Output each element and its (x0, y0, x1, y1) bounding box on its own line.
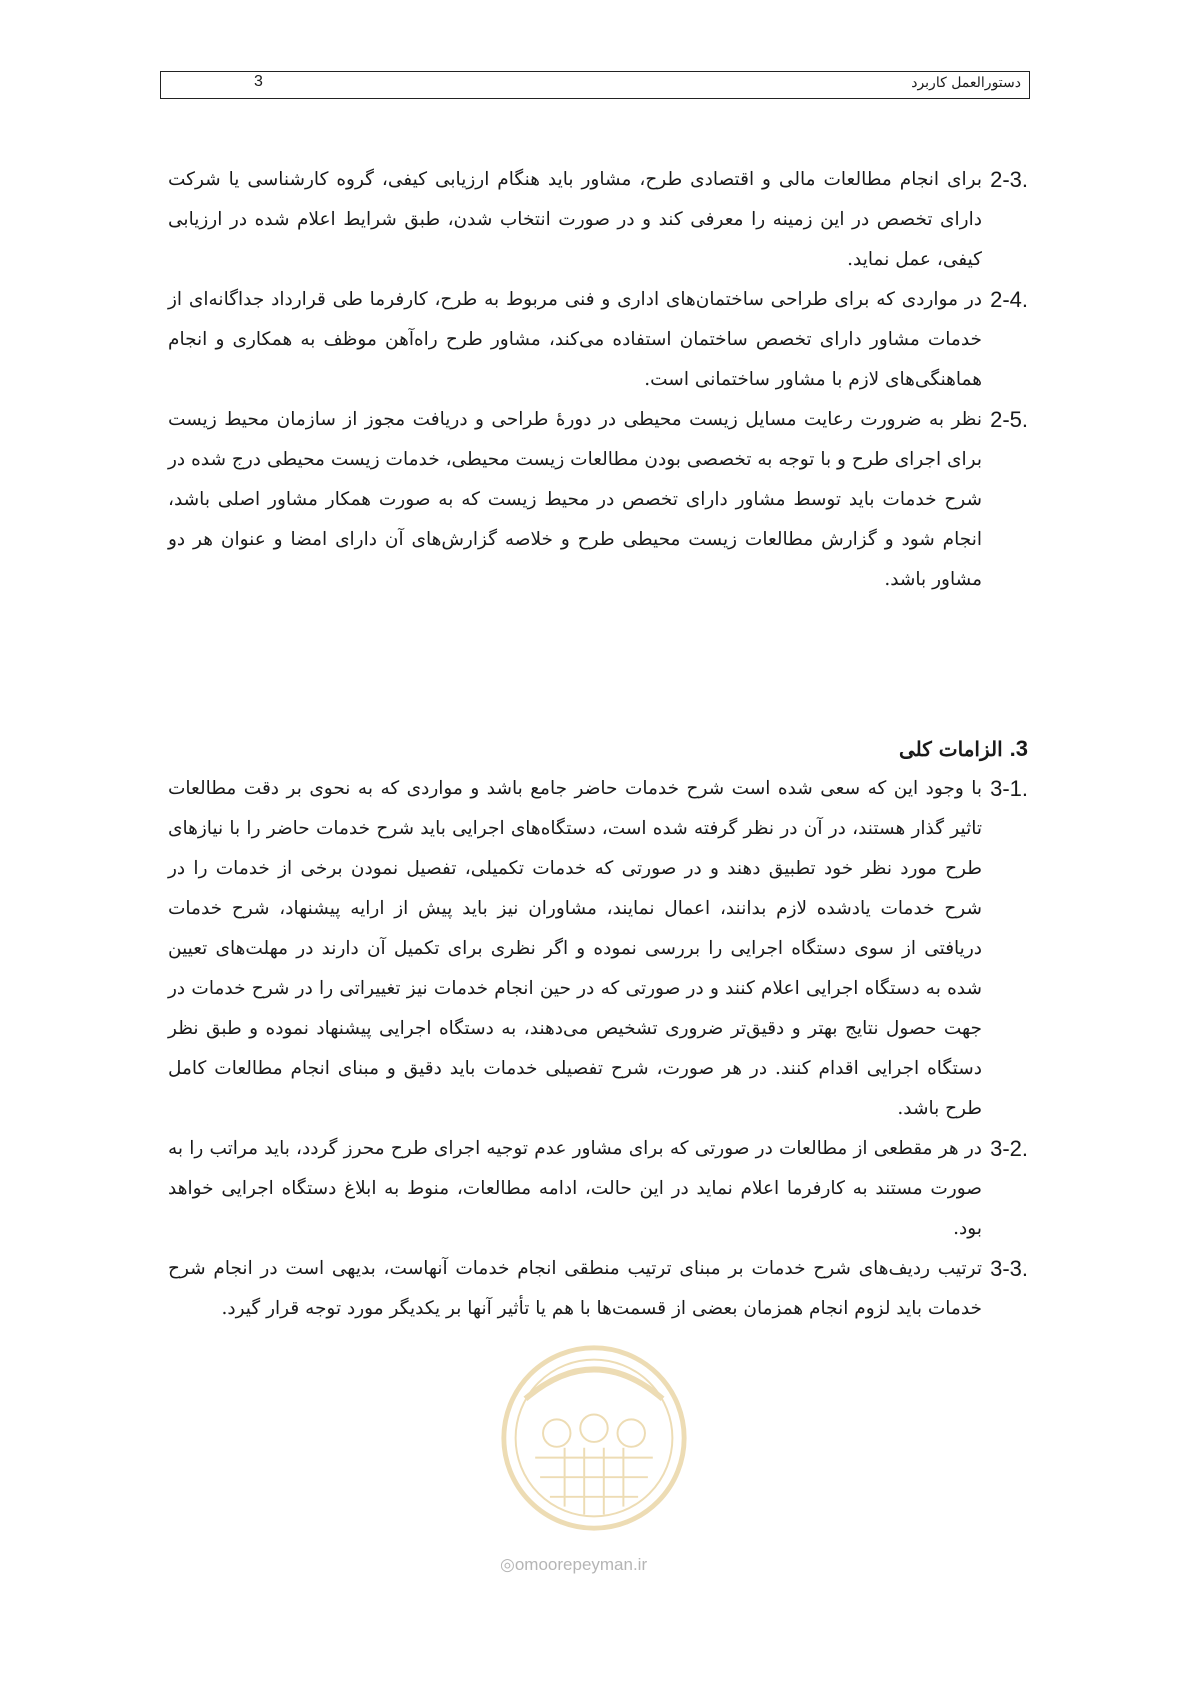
clause-number: 2-3. (990, 167, 1028, 192)
clause-number: 2-5. (990, 407, 1028, 432)
clause-2-5 (168, 400, 1028, 600)
page-header (160, 71, 1030, 99)
clause-text: در مواردی که برای طراحی ساختمان‌های اداری و فنی مربوط به طرح، کارفرما طی قرارداد جداگانه‌ای از خدمات مشاور دارای تخصص ساختمان استفاده می‌کند، مشاور طرح راه‌آهن موظف به همکاری و انجام هماهنگی‌های لازم با مشاور ساختمانی است. (168, 289, 982, 390)
clause-number: 2-4. (990, 287, 1028, 312)
watermark-text: ◎omoorepeyman.ir (500, 1555, 648, 1574)
clause-number: 3-1. (990, 776, 1028, 801)
clause-2-4 (168, 280, 1028, 400)
section-heading (168, 729, 1028, 769)
section-title: الزامات کلی (899, 737, 1003, 761)
header-title: دستورالعمل کاربرد (911, 75, 1021, 91)
clause-3-2 (168, 1129, 1028, 1249)
clause-number: 3-3. (990, 1256, 1028, 1281)
clause-text: برای انجام مطالعات مالی و اقتصادی طرح، مشاور باید هنگام ارزیابی کیفی، گروه کارشناسی یا شرکت دارای تخصص در این زمینه را معرفی کند و در صورت انتخاب شدن، طبق شرایط اعلام شده در ارزیابی کیفی، عمل نماید. (168, 169, 982, 270)
clause-text: در هر مقطعی از مطالعات در صورتی که برای مشاور عدم توجیه اجرای طرح محرز گردد، باید مراتب را به صورت مستند به کارفرما اعلام نماید در این حالت، ادامه مطالعات، منوط به ابلاغ دستگاه اجرایی خواهد بود. (168, 1138, 982, 1239)
clause-2-3 (168, 160, 1028, 280)
clause-text: ترتیب ردیف‌های شرح خدمات بر مبنای ترتیب منطقی انجام خدمات آنهاست، بدیهی است در انجام شرح خدمات باید لزوم انجام همزمان بعضی از قسمت‌ها با هم یا تأثیر آنها بر یکدیگر مورد توجه قرار گیرد. (168, 1258, 982, 1319)
content-block-2 (168, 729, 1028, 1329)
clause-3-1 (168, 769, 1028, 1129)
content-block-1 (168, 160, 1028, 600)
clause-number: 3-2. (990, 1136, 1028, 1161)
watermark-logo-icon (496, 1340, 692, 1536)
clause-3-3 (168, 1249, 1028, 1329)
header-page-number: 3 (254, 73, 263, 90)
clause-text: نظر به ضرورت رعایت مسایل زیست محیطی در دورهٔ طراحی و دریافت مجوز از سازمان محیط زیست برای اجرای طرح و با توجه به تخصصی بودن مطالعات زیست محیطی، خدمات زیست محیطی درج شده در شرح خدمات باید توسط مشاور دارای تخصص در محیط زیست که به صورت همکار مشاور اصلی باشد، انجام شود و گزارش مطالعات زیست محیطی طرح و خلاصه گزارش‌های آن دارای امضا و عنوان هر دو مشاور باشد. (168, 409, 982, 590)
at-icon: ◎ (500, 1555, 515, 1574)
clause-text: با وجود این که سعی شده است شرح خدمات حاضر جامع باشد و مواردی که به نحوی بر دقت مطالعات تاثیر گذار هستند، در آن در نظر گرفته شده است، دستگاه‌های اجرایی باید شرح خدمات حاضر را با نیازهای طرح مورد نظر خود تطبیق دهند و در صورتی که خدمات تکمیلی، تفصیل نمودن برخی از خدمات را در شرح خدمات یادشده لازم بدانند، اعمال نمایند، مشاوران نیز باید پیش از ارایه پیشنهاد، شرح خدمات دریافتی از سوی دستگاه اجرایی را بررسی نموده و اگر نظری برای تکمیل آن دارند در مهلت‌های تعیین شده به دستگاه اجرایی اعلام کنند و در صورتی که در حین انجام خدمات نیز تغییراتی را در شرح خدمات در جهت حصول نتایج بهتر و دقیق‌تر ضروری تشخیص می‌دهند، به دستگاه اجرایی پیشنهاد نموده و طبق نظر دستگاه اجرایی اقدام کنند. در هر صورت، شرح تفصیلی خدمات باید دقیق و مبنای انجام مطالعات کامل طرح باشد. (168, 778, 982, 1119)
section-number: 3. (1009, 736, 1028, 761)
